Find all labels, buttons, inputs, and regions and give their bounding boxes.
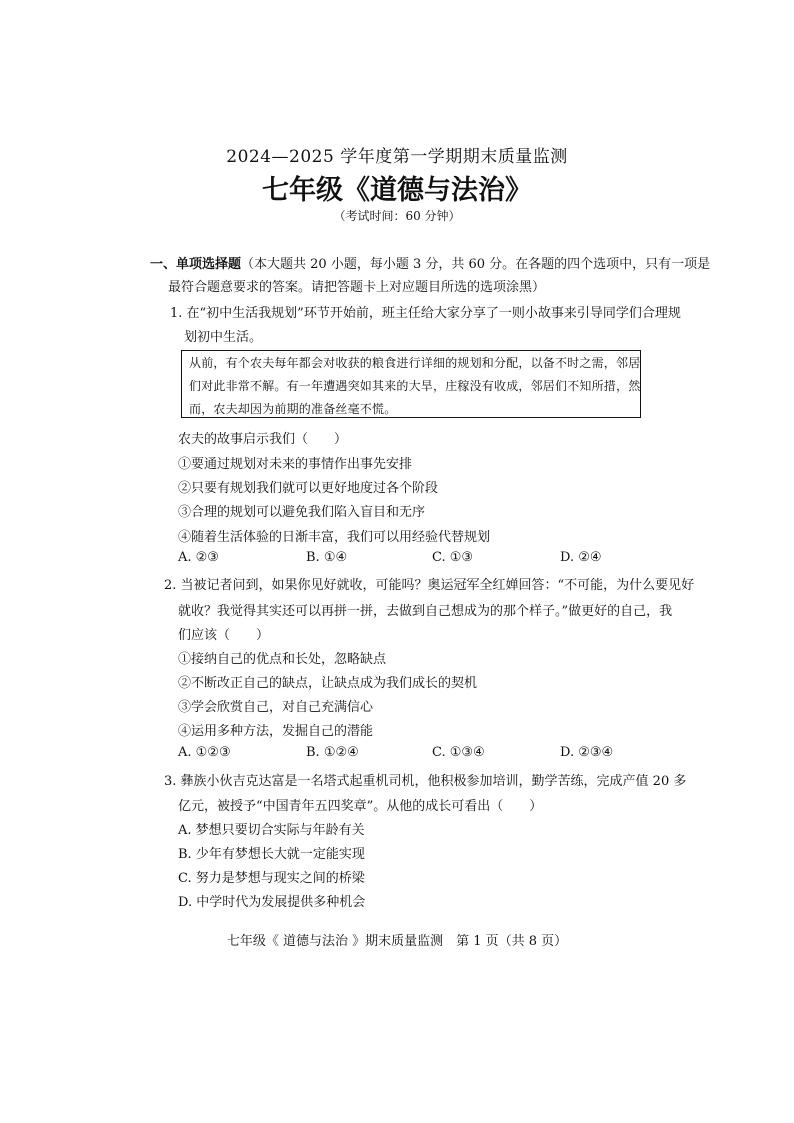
question-2-statement-2: ②不断改正自己的缺点，让缺点成为我们成长的契机 [178,676,478,691]
question-1-ask: 农夫的故事启示我们（ ） [178,432,348,447]
question-1-stem-line-1: 1. 在“初中生活我规划”环节开始前，班主任给大家分享了一则小故事来引导同学们合理规 [170,306,681,321]
section-description-line-1: （本大题共 20 小题，每小题 3 分，共 60 分。在各题的四个选项中，只有一项是 [241,257,711,272]
question-2-option-d[interactable]: D. ②③④ [560,745,614,760]
question-2-option-c[interactable]: C. ①③④ [432,745,485,760]
question-1-option-a[interactable]: A. ②③ [178,550,219,565]
question-3-option-d[interactable]: D. 中学时代为发展提供多种机会 [178,895,366,910]
material-line-2: 们对此非常不解。有一年遭遇突如其来的大旱，庄稼没有收成，邻居们不知所措，然 [189,379,641,393]
question-3-stem-line-2: 亿元，被授予“中国青年五四奖章”。从他的成长可看出（ ） [178,799,543,814]
question-1-statement-3: ③合理的规划可以避免我们陷入盲目和无序 [178,505,426,520]
question-2-statement-3: ③学会欣赏自己，对自己充满信心 [178,700,374,715]
question-3-option-a[interactable]: A. 梦想只要切合实际与年龄有关 [178,823,365,838]
question-2-stem-line-3: 们应该（ ） [178,628,270,643]
question-3-stem-line-1: 3. 彝族小伙吉克达富是一名塔式起重机司机，他积极参加培训，勤学苦练，完成产值 20 多 [164,774,687,789]
question-1-stem-line-2: 划初中生活。 [184,330,263,345]
page-footer: 七年级《 道德与法治 》期末质量监测 第 1 页（共 8 页） [226,934,568,949]
question-1-option-d[interactable]: D. ②④ [560,550,602,565]
question-1-statement-1: ①要通过规划对未来的事情作出事先安排 [178,457,413,472]
section-description-line-2: 最符合题意要求的答案。请把答题卡上对应题目所选的选项涂黑） [168,280,546,295]
question-2-option-b[interactable]: B. ①②④ [306,745,359,760]
question-2-statement-1: ①接纳自己的优点和长处，忽略缺点 [178,652,387,667]
question-1-statement-4: ④随着生活体验的日渐丰富，我们可以用经验代替规划 [178,530,491,545]
question-2-stem-line-2: 就收？我觉得其实还可以再拼一拼，去做到自己想成为的那个样子。”做更好的自己，我 [178,604,673,619]
section-name: 一、单项选择题 [150,257,242,272]
question-2-option-a[interactable]: A. ①②③ [178,745,231,760]
material-line-3: 而，农夫却因为前期的准备丝毫不慌。 [189,402,397,416]
question-2-stem-line-1: 2. 当被记者问到，如果你见好就收，可能吗？奥运冠军全红婵回答：“不可能，为什么要见好 [164,578,695,593]
question-1-option-b[interactable]: B. ①④ [306,550,348,565]
exam-term-title: 2024—2025 学年度第一学期期末质量监测 [226,147,568,167]
material-line-1: 从前，有个农夫每年都会对收获的粮食进行详细的规划和分配，以备不时之需，邻居 [189,356,641,370]
section-heading [150,253,711,299]
question-2-statement-4: ④运用多种方法，发掘自己的潜能 [178,724,374,739]
subject-title: 七年级《道德与法治》 [262,175,532,206]
question-1-option-c[interactable]: C. ①③ [432,550,474,565]
question-3-option-b[interactable]: B. 少年有梦想长大就一定能实现 [178,847,365,862]
question-3-option-c[interactable]: C. 努力是梦想与现实之间的桥梁 [178,871,365,886]
question-1-statement-2: ②只要有规划我们就可以更好地度过各个阶段 [178,481,439,496]
exam-time: （考试时间：60 分钟） [333,209,461,223]
